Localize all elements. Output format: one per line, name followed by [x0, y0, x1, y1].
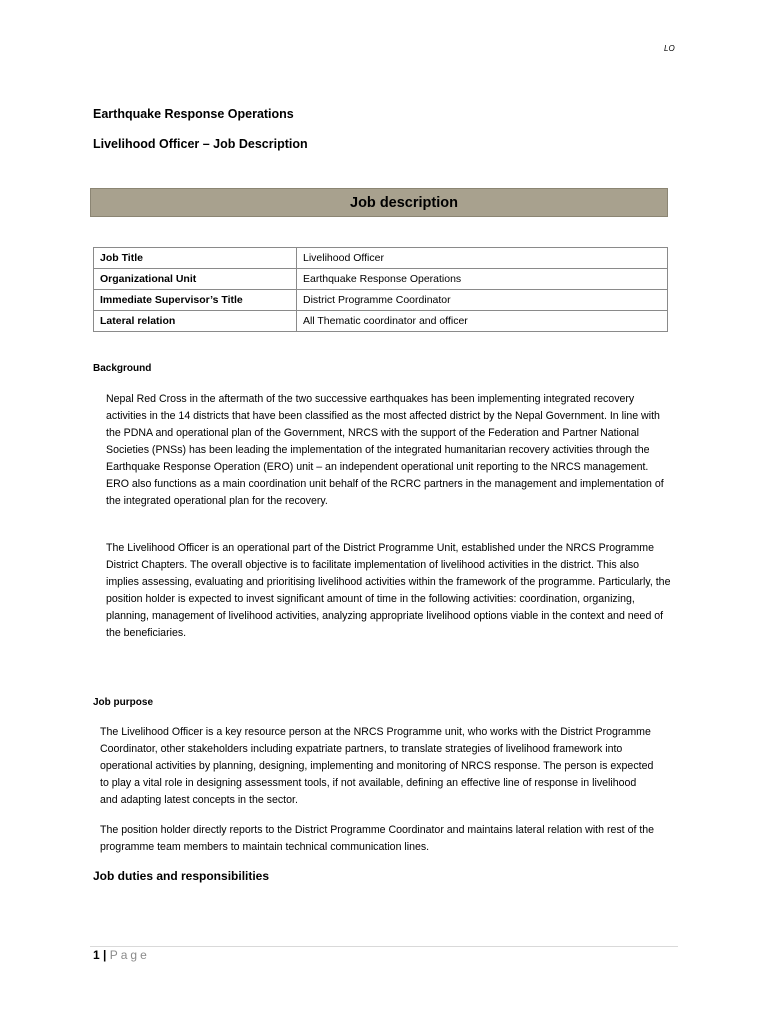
- banner-label: Job description: [350, 194, 458, 211]
- table-value: All Thematic coordinator and officer: [297, 311, 668, 332]
- table-row: [94, 269, 668, 290]
- duties-heading: Job duties and responsibilities: [93, 869, 270, 883]
- table-key: Job Title: [94, 248, 297, 269]
- footer-divider: [90, 946, 678, 947]
- job-purpose-paragraph-1: The Livelihood Officer is a key resource person at the NRCS Programme unit, who works with the District Programme Coordinator, other stakeholders including expatriate partners, to translate strategies of livelihood framework into operational activities by planning, designing, implementing and monitoring of NRCS response. The person is expected to play a vital role in designing assessment tools, if not available, defining an effective line of response in livelihood and adapting latest concepts in the sector.: [100, 726, 654, 806]
- page-separator: |: [103, 948, 107, 962]
- table-value: Livelihood Officer: [297, 248, 668, 269]
- table-key: Immediate Supervisor’s Title: [94, 290, 297, 311]
- header-initials: LO: [664, 44, 675, 53]
- table-row: [94, 290, 668, 311]
- table-value: Earthquake Response Operations: [297, 269, 668, 290]
- table-row: [94, 248, 668, 269]
- table-value: District Programme Coordinator: [297, 290, 668, 311]
- background-paragraph-1: Nepal Red Cross in the aftermath of the two successive earthquakes has been implementing integrated recovery activities in the 14 districts that have been classified as the most affected district by the Nepal Government. In line with the PDNA and operational plan of the Government, NRCS with the support of the Federation and Partner National Societies (PNSs) has been leading the implementation of the integrated humanitarian recovery activities through the Earthquake Response Operation (ERO) unit – an independent operational unit reporting to the NRCS management. ERO also functions as a main coordination unit behalf of the RCRC partners in the management and implementation of the integrated operational plan for the recovery.: [106, 393, 664, 507]
- background-paragraph-2: The Livelihood Officer is an operational part of the District Programme Unit, established under the NRCS Programme District Chapters. The overall objective is to facilitate implementation of livelihood activities in the district. This also implies assessing, evaluating and prioritising livelihood activities within the framework of the programme. Particularly, the position holder is expected to invest significant amount of time in the following activities: coordination, organizing, planning, management of livelihood activities, analyzing appropriate livelihood options viable in the context and need of the beneficiaries.: [106, 542, 671, 639]
- job-purpose-heading: Job purpose: [93, 697, 154, 708]
- page-footer: [93, 948, 150, 962]
- background-heading: Background: [93, 363, 152, 374]
- page-number: 1: [93, 948, 100, 962]
- page-label: Page: [109, 948, 150, 962]
- document-title: Earthquake Response Operations: [93, 107, 294, 121]
- table-key: Lateral relation: [94, 311, 297, 332]
- job-description-banner: [90, 188, 668, 217]
- document-subtitle: Livelihood Officer – Job Description: [93, 137, 308, 151]
- table-row: [94, 311, 668, 332]
- job-info-table: [93, 247, 668, 332]
- job-purpose-paragraph-2: The position holder directly reports to the District Programme Coordinator and maintains lateral relation with rest of the programme team members to maintain technical communication lines.: [100, 824, 655, 853]
- table-key: Organizational Unit: [94, 269, 297, 290]
